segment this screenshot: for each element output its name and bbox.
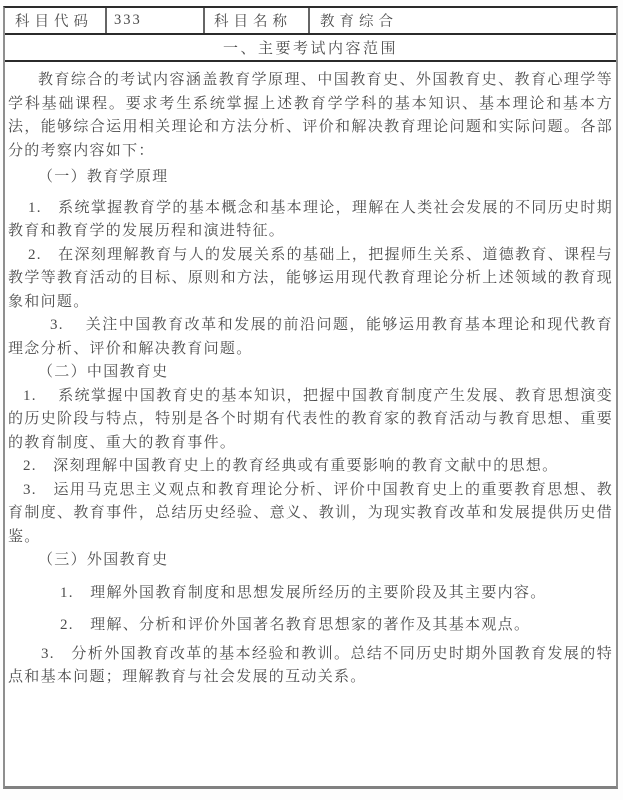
section-heading-foreign-history: （三）外国教育史 xyxy=(38,552,169,568)
pedagogy-item-1: 1. 系统掌握教育学的基本概念和基本理论，理解在人类社会发展的不同历史时期教育和教育学的发展历程和演进特征。 xyxy=(8,199,613,239)
pedagogy-item-2: 2. 在深刻理解教育与人的发展关系的基础上，把握师生关系、道德教育、课程与教学等教育活动的目标、原则和方法，能够运用现代教育理论分析上述领域的教育现象和问题。 xyxy=(8,246,613,310)
subject-name-label: 科目名称 xyxy=(205,8,310,33)
section-heading-chinese-history: （二）中国教育史 xyxy=(38,364,169,380)
foreign-history-item-1: 1. 理解外国教育制度和思想发展所经历的主要阶段及其主要内容。 xyxy=(60,584,547,601)
foreign-history-item-2: 2. 理解、分析和评价外国著名教育思想家的著作及其基本观点。 xyxy=(60,617,531,633)
section-title: 一、主要考试内容范围 xyxy=(222,41,398,57)
intro-paragraph: 教育综合的考试内容涵盖教育学原理、中国教育史、外国教育史、教育心理学等学科基础课程。要求考生系统掌握上述教育学学科的基本知识、基本理论和基本方法，能够综合运用相关理论和方法分析、评价和解决教育理论问题和实际问题。各部分的考察内容如下： xyxy=(8,72,613,159)
subject-header-row xyxy=(5,8,616,35)
pedagogy-item-3: 3. 关注中国教育改革和发展的前沿问题，能够运用教育基本理论和现代教育理念分析、评价和解决教育问题。 xyxy=(8,317,613,357)
subject-code-label: 科目代码 xyxy=(5,8,107,33)
chinese-history-item-1: 1. 系统掌握中国教育史的基本知识，把握中国教育制度产生发展、教育思想演变的历史阶段与特点，特别是各个时期有代表性的教育家的教育活动与教育思想、重要的教育制度、重大的教育事件。 xyxy=(8,387,613,451)
foreign-history-item-3: 3. 分析外国教育改革的基本经验和教训。总结不同历史时期外国教育发展的特点和基本问题；理解教育与社会发展的互动关系。 xyxy=(8,645,613,685)
chinese-history-item-2: 2. 深刻理解中国教育史上的教育经典或有重要影响的教育文献中的思想。 xyxy=(23,458,559,474)
subject-name-value: 教育综合 xyxy=(320,14,398,30)
exam-content-body xyxy=(5,62,616,690)
exam-syllabus-table xyxy=(3,6,618,789)
chinese-history-item-3: 3. 运用马克思主义观点和教育理论分析、评价中国教育史上的重要教育思想、教育制度、教育事件，总结历史经验、意义、教训，为现实教育改革和发展提供历史借鉴。 xyxy=(8,481,613,545)
section-title-row xyxy=(5,35,616,62)
subject-code-value: 333 xyxy=(107,8,205,33)
section-heading-pedagogy: （一）教育学原理 xyxy=(38,169,169,185)
